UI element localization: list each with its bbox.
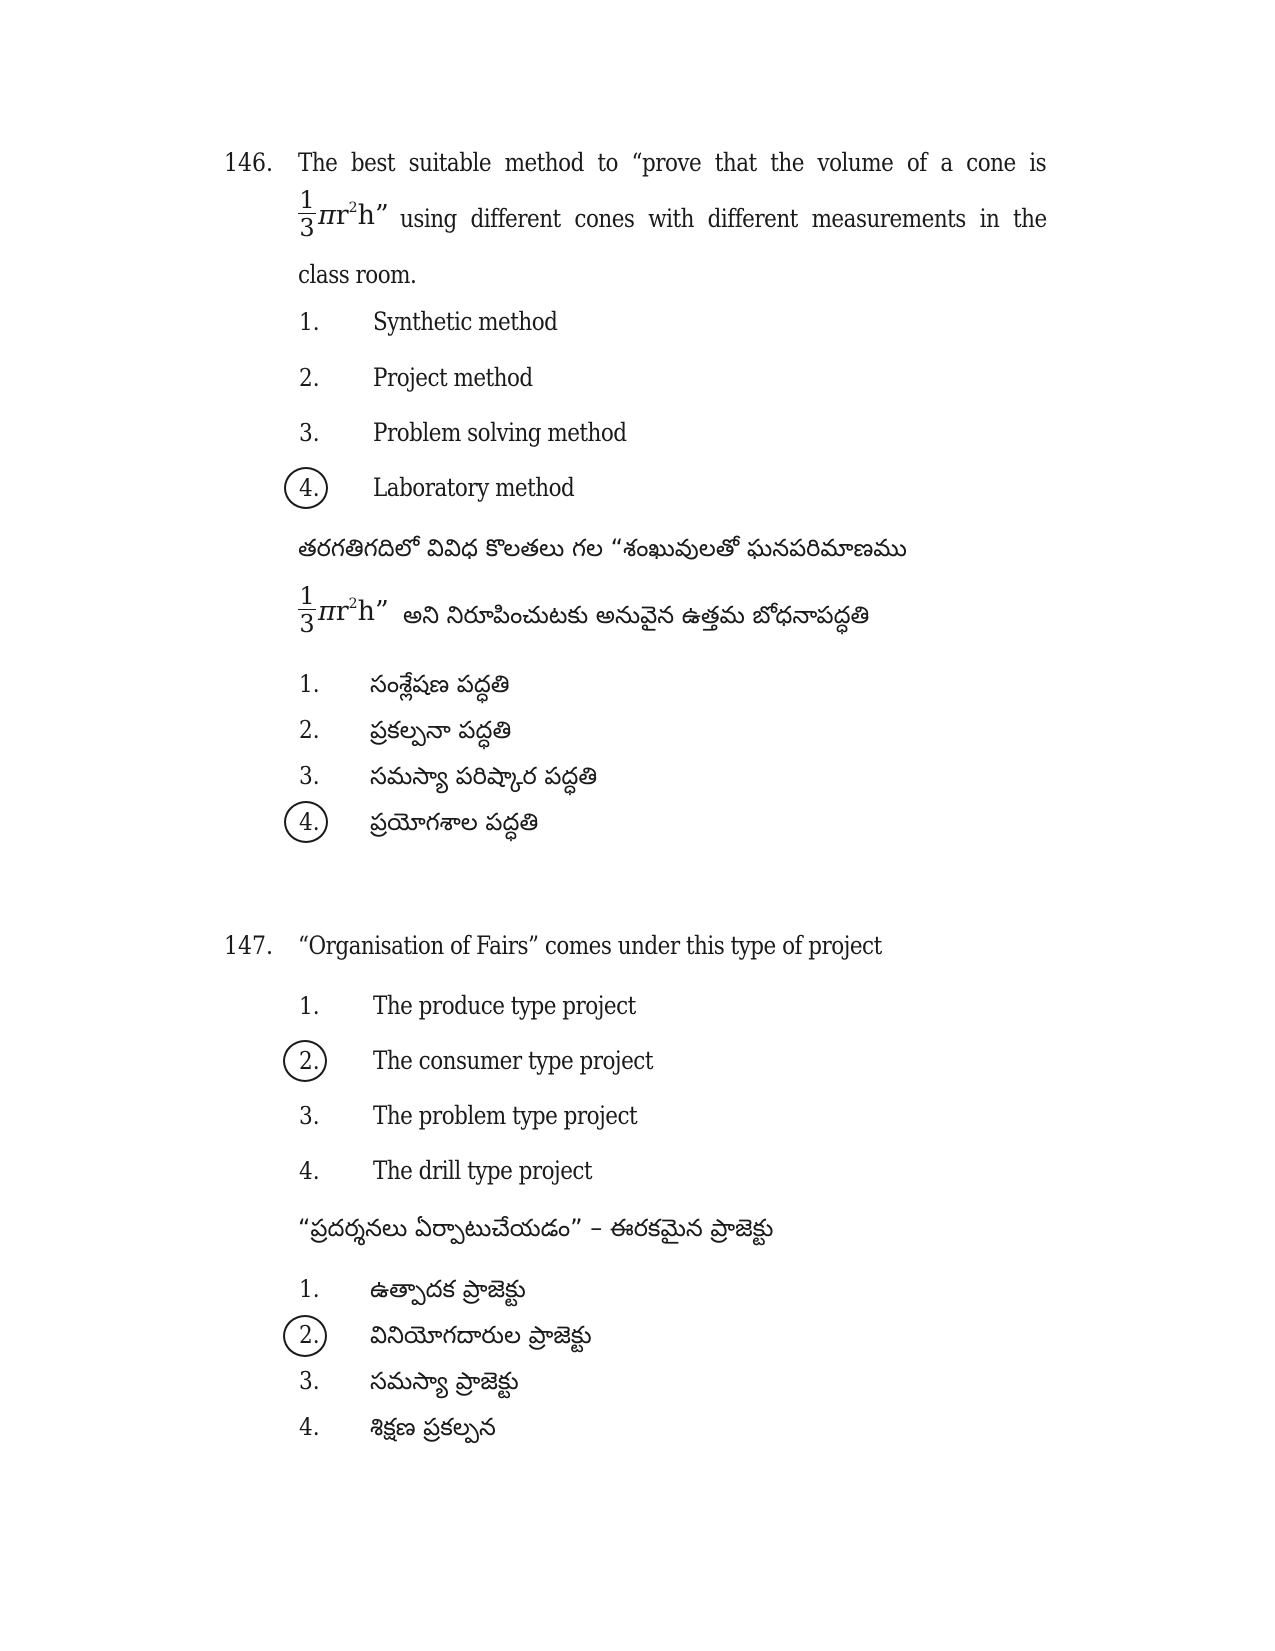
denominator: 3	[299, 610, 315, 638]
word: to	[597, 148, 618, 177]
option-3-text[interactable]: సమస్యా పరిష్కార పద్ధతి	[370, 762, 598, 790]
option-1-text[interactable]: Synthetic method	[373, 307, 558, 336]
word: The	[298, 148, 338, 177]
word: suitable	[408, 148, 492, 177]
word: best	[350, 148, 396, 177]
question-number: 147.	[224, 931, 273, 960]
h-symbol: h”	[357, 596, 389, 627]
option-3-text[interactable]: The problem type project	[373, 1101, 638, 1130]
option-2-text[interactable]: వినియోగదారుల ప్రాజెక్టు	[370, 1321, 592, 1349]
word: volume	[817, 148, 894, 177]
option-3-text[interactable]: సమస్యా ప్రాజెక్టు	[370, 1367, 519, 1395]
option-number: 4.	[299, 1413, 320, 1441]
option-4-text[interactable]: Laboratory method	[373, 473, 575, 502]
word: different	[707, 204, 798, 233]
option-number: 2.	[299, 1047, 320, 1075]
option-3-text[interactable]: Problem solving method	[373, 418, 627, 447]
word: the	[770, 148, 804, 177]
option-1-text[interactable]: సంశ్లేషణ పద్ధతి	[370, 670, 510, 698]
option-2-text[interactable]: Project method	[373, 363, 533, 392]
option-number: 2.	[299, 716, 320, 744]
word: that	[714, 148, 757, 177]
denominator: 3	[299, 214, 315, 242]
telugu-stem-line1: తరగతిగదిలో వివిధ కొలతలు గల “శంఖువులతో ఘనపరిమాణము	[298, 534, 907, 562]
numerator: 1	[299, 186, 315, 214]
option-2-text[interactable]: The consumer type project	[373, 1046, 653, 1075]
option-number: 1.	[299, 1275, 320, 1303]
option-number: 3.	[299, 762, 320, 790]
question-stem: “Organisation of Fairs” comes under this type of project	[298, 931, 882, 960]
option-1-text[interactable]: The produce type project	[373, 991, 636, 1020]
word: cones	[574, 204, 635, 233]
word: measurements	[811, 204, 966, 233]
option-2-text[interactable]: ప్రకల్పనా పద్ధతి	[370, 716, 512, 744]
option-1-text[interactable]: ఉత్పాదక ప్రాజెక్టు	[370, 1275, 526, 1303]
exponent: 2	[348, 596, 358, 612]
word: the	[1013, 204, 1047, 233]
pi-symbol: π	[318, 596, 336, 627]
question-stem-line1	[298, 148, 1046, 177]
option-number: 2.	[299, 364, 320, 392]
word: using	[400, 204, 457, 233]
option-number: 2.	[299, 1321, 320, 1349]
word: cone	[966, 148, 1016, 177]
r-symbol: r	[335, 596, 349, 627]
option-number: 3.	[299, 419, 320, 447]
option-number: 1.	[299, 992, 320, 1020]
question-stem-line2	[400, 204, 1047, 233]
word: of	[906, 148, 927, 177]
option-number: 4.	[299, 808, 320, 836]
question-number: 146.	[224, 148, 273, 177]
option-number: 4.	[299, 474, 320, 502]
word: with	[648, 204, 694, 233]
option-4-text[interactable]: ప్రయోగశాల పద్ధతి	[370, 808, 539, 836]
word: method	[504, 148, 584, 177]
option-4-text[interactable]: శిక్షణ ప్రకల్పన	[370, 1413, 496, 1441]
word: different	[470, 204, 561, 233]
option-number: 3.	[299, 1367, 320, 1395]
fraction-one-third	[298, 188, 316, 240]
word: in	[979, 204, 1000, 233]
telugu-stem-line2: అని నిరూపించుటకు అనువైన ఉత్తమ బోధనాపద్ధతి	[403, 601, 870, 629]
exponent: 2	[348, 200, 358, 216]
word: is	[1029, 148, 1047, 177]
pi-symbol: π	[318, 200, 336, 231]
h-symbol: h”	[357, 200, 389, 231]
option-number: 3.	[299, 1102, 320, 1130]
word: a	[940, 148, 953, 177]
option-4-text[interactable]: The drill type project	[373, 1156, 593, 1185]
option-number: 1.	[299, 308, 320, 336]
word: “prove	[631, 148, 702, 177]
numerator: 1	[299, 582, 315, 610]
telugu-stem: “ప్రదర్శనలు ఏర్పాటుచేయడం” – ఈరకమైన ప్రాజెక్టు	[298, 1214, 774, 1242]
fraction-one-third	[298, 584, 316, 636]
option-number: 1.	[299, 670, 320, 698]
cone-volume-formula	[318, 200, 389, 231]
r-symbol: r	[335, 200, 349, 231]
cone-volume-formula	[318, 596, 389, 627]
question-stem-line3: class room.	[298, 260, 417, 289]
option-number: 4.	[299, 1157, 320, 1185]
